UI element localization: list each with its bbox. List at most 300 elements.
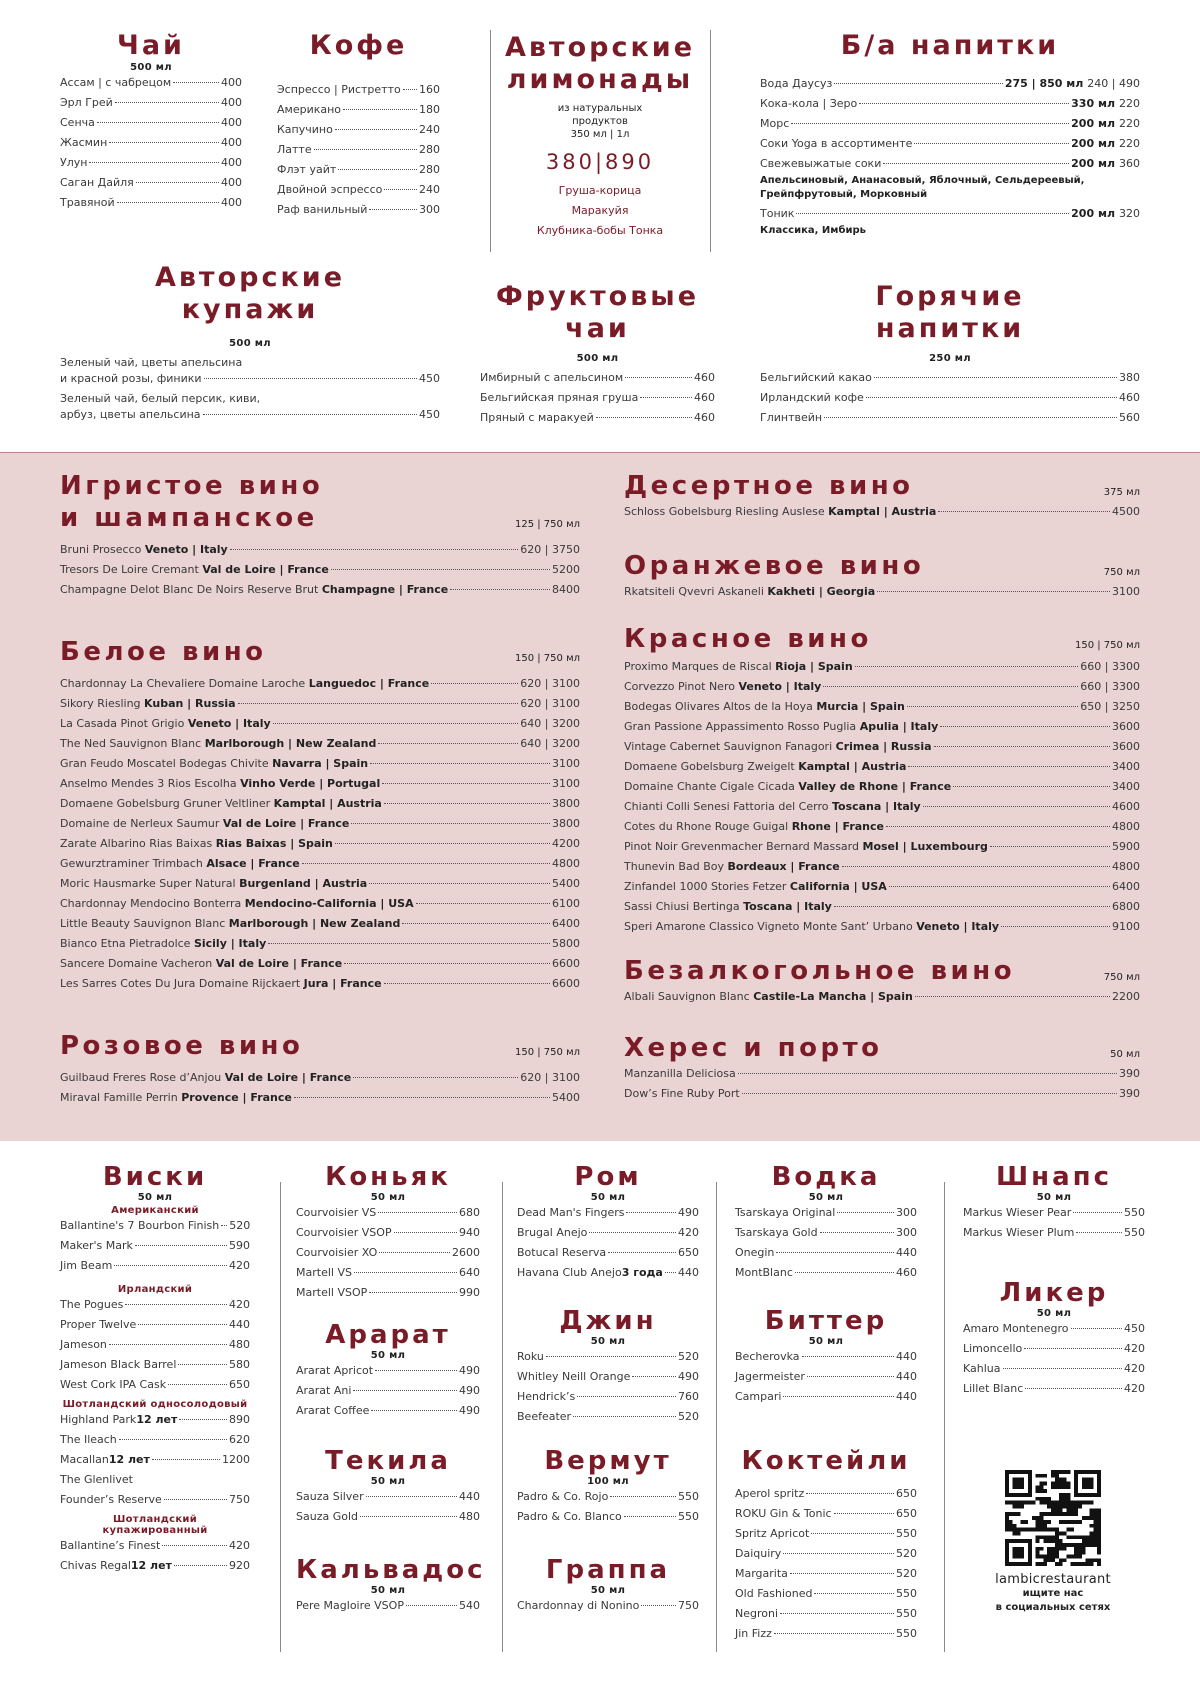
wine-row — [624, 987, 1140, 1007]
leader-dots — [1025, 1388, 1122, 1389]
wine-price: 4800 — [1112, 820, 1140, 833]
leader-dots — [923, 806, 1110, 807]
wine-title: Sassi Chiusi Bertinga — [624, 900, 740, 913]
list-item — [277, 120, 440, 140]
list-item — [277, 180, 440, 200]
grappa-title: Граппа — [545, 1555, 671, 1585]
item-price: 400 — [221, 136, 242, 149]
leader-dots — [162, 1545, 227, 1546]
item-price: 490 — [459, 1404, 480, 1417]
leader-dots — [174, 1565, 227, 1566]
list-item — [760, 94, 1140, 114]
vodka-title: Водка — [771, 1162, 881, 1192]
item-name: Tsarskaya Gold — [735, 1226, 818, 1239]
item-name: Old Fashioned — [735, 1587, 813, 1600]
item-price: 520 — [678, 1350, 699, 1363]
wine-region: Rias Baixas | Spain — [215, 837, 333, 850]
leader-dots — [802, 1356, 894, 1357]
leader-dots — [353, 1077, 518, 1078]
wine-title: Les Sarres Cotes Du Jura Domaine Rijckaert — [60, 977, 301, 990]
wine-region: Kamptal | Austria — [798, 760, 907, 773]
leader-dots — [783, 1396, 894, 1397]
sherry-list — [624, 1064, 1140, 1104]
wine-name — [624, 917, 999, 937]
list-item — [296, 1596, 480, 1616]
red-wine-section — [624, 623, 1140, 937]
list-item — [735, 1347, 917, 1367]
item-price: 460 — [694, 411, 715, 424]
wine-title: Domaene Gobelsburg Gruner Veltliner — [60, 797, 271, 810]
leader-dots — [335, 843, 550, 844]
leader-dots — [625, 377, 692, 378]
wine-row — [624, 677, 1140, 697]
leader-dots — [179, 1419, 227, 1420]
wine-price: 5400 — [552, 877, 580, 890]
sparkling-volume: 125 | 750 мл — [514, 519, 580, 530]
item-name: Бельгийский какао — [760, 371, 872, 384]
wine-region: Marlborough | New Zealand — [228, 917, 401, 930]
wine-price: 6100 — [552, 897, 580, 910]
list-item — [60, 1315, 250, 1335]
wine-name — [624, 777, 951, 797]
wine-row — [624, 1064, 1140, 1084]
list-item — [480, 408, 715, 428]
liqueur-list — [963, 1319, 1145, 1399]
wine-name — [60, 974, 382, 994]
leader-dots — [382, 783, 550, 784]
list-item: Тоник 200 мл 320 — [760, 207, 1140, 220]
list-item — [963, 1203, 1145, 1223]
list-item — [60, 1450, 250, 1470]
item-name: Brugal Anejo — [517, 1226, 588, 1239]
wine-name — [624, 697, 905, 717]
wine-price: 3400 — [1112, 760, 1140, 773]
item-price: 220 — [1119, 117, 1140, 130]
wine-row — [60, 714, 580, 734]
item-price: 550 — [896, 1527, 917, 1540]
wine-title: La Casada Pinot Grigio — [60, 717, 185, 730]
leader-dots — [842, 866, 1110, 867]
list-item — [735, 1263, 917, 1283]
list-item — [517, 1263, 699, 1283]
item-price: 440 — [896, 1390, 917, 1403]
list-item — [60, 1430, 250, 1450]
gin-volume: 50 мл — [590, 1336, 626, 1347]
leader-dots — [314, 149, 417, 150]
item-name: Lillet Blanc — [963, 1382, 1024, 1395]
wine-row — [624, 757, 1140, 777]
fruit-tea-list — [480, 368, 715, 428]
wine-name — [60, 914, 400, 934]
item-name: Tsarskaya Original — [735, 1206, 836, 1219]
cocktails-title: Коктейли — [741, 1446, 911, 1476]
wine-title: Sikory Riesling — [60, 697, 141, 710]
item-price: 440 — [896, 1370, 917, 1383]
calvados-list — [296, 1596, 480, 1616]
item-name: Флэт уайт — [277, 163, 337, 176]
item-row — [60, 407, 440, 423]
cocktails-section — [735, 1446, 917, 1644]
wine-title: Thunevin Bad Boy — [624, 860, 724, 873]
item-price: 300 — [896, 1226, 917, 1239]
wine-price: 3100 — [552, 777, 580, 790]
rose-wine-title: Розовое вино — [60, 1031, 304, 1061]
liqueur-volume: 50 мл — [1036, 1308, 1072, 1319]
cocktails-list — [735, 1484, 917, 1644]
leader-dots — [370, 763, 550, 764]
list-item — [296, 1487, 480, 1507]
wine-title: Domaine de Nerleux Saumur — [60, 817, 220, 830]
leader-dots — [807, 1376, 894, 1377]
rum-title: Ром — [574, 1162, 642, 1192]
wine-price: 4800 — [1112, 860, 1140, 873]
wine-price: 650 | 3250 — [1080, 700, 1140, 713]
rose-wine-list — [60, 1068, 580, 1108]
calvados-title: Кальвадос — [296, 1555, 486, 1585]
whisky-blend-list — [60, 1536, 250, 1576]
item-price: 440 — [678, 1266, 699, 1279]
item-line: Зеленый чай, цветы апельсина — [60, 356, 243, 369]
sherry-volume: 50 мл — [1110, 1049, 1140, 1060]
list-item — [60, 1375, 250, 1395]
item-name: Pere Magloire VSOP — [296, 1599, 404, 1612]
leader-dots — [402, 923, 550, 924]
list-item — [60, 133, 242, 153]
leader-dots — [665, 1272, 676, 1273]
liqueur-title: Ликер — [999, 1278, 1109, 1308]
nonalc-wine-section — [624, 955, 1140, 1007]
leader-dots — [204, 378, 417, 379]
item-name: Бельгийская пряная груша — [480, 391, 639, 404]
list-item — [735, 1387, 917, 1407]
wine-region: Marlborough | New Zealand — [204, 737, 377, 750]
item-name: Founder’s Reserve — [60, 1493, 162, 1506]
blends-list — [60, 355, 440, 423]
item-name: Dead Man's Fingers — [517, 1206, 625, 1219]
leader-dots — [238, 703, 519, 704]
wine-row — [624, 837, 1140, 857]
wine-region: Crimea | Russia — [835, 740, 932, 753]
leader-dots — [119, 1439, 227, 1440]
wine-row — [60, 734, 580, 754]
whisky-volume: 50 мл — [137, 1192, 173, 1203]
leader-dots — [790, 1573, 894, 1574]
wine-price: 3100 — [552, 757, 580, 770]
hot-drinks-list — [760, 368, 1140, 428]
item-price: 520 — [896, 1547, 917, 1560]
wine-row — [624, 817, 1140, 837]
wine-title: Proximo Marques de Riscal — [624, 660, 772, 673]
ararat-title: Арарат — [325, 1320, 451, 1350]
wine-name — [60, 714, 271, 734]
wine-price: 620 | 3100 — [520, 1071, 580, 1084]
item-line: и красной розы, финики — [60, 372, 202, 385]
wine-name — [60, 734, 376, 754]
social-handle[interactable]: lambicrestaurant — [995, 1572, 1111, 1587]
wine-region: Navarra | Spain — [272, 757, 369, 770]
wine-price: 5200 — [552, 563, 580, 576]
item-name: Имбирный с апельсином — [480, 371, 624, 384]
wine-name — [60, 540, 228, 560]
item-price: 400 — [221, 196, 242, 209]
wine-row — [60, 954, 580, 974]
schnapps-title: Шнапс — [995, 1162, 1112, 1192]
fruit-tea-section — [480, 281, 715, 428]
leader-dots — [294, 1097, 550, 1098]
item-name: Морс — [760, 117, 790, 130]
leader-dots — [776, 1252, 894, 1253]
item-price: 890 — [229, 1413, 250, 1426]
leader-dots — [360, 1516, 457, 1517]
list-item — [60, 355, 440, 387]
white-wine-volume: 150 | 750 мл — [514, 653, 580, 664]
list-item — [296, 1243, 480, 1263]
leader-dots — [89, 162, 219, 163]
rum-volume: 50 мл — [590, 1192, 626, 1203]
vodka-list — [735, 1203, 917, 1283]
blends-volume: 500 мл — [229, 338, 271, 349]
leader-dots — [406, 1605, 457, 1606]
item-name: Chivas Regal — [60, 1559, 131, 1572]
item-name: Margarita — [735, 1567, 788, 1580]
item-name: Padro & Co. Rojo — [517, 1490, 609, 1503]
item-price: 420 — [678, 1226, 699, 1239]
leader-dots — [914, 143, 1069, 144]
cognac-title: Коньяк — [325, 1162, 451, 1192]
item-price: 750 — [678, 1599, 699, 1612]
item-name: Jin Fizz — [735, 1627, 772, 1640]
leader-dots — [866, 397, 1117, 398]
whisky-section — [60, 1162, 250, 1576]
wine-region: Burgenland | Austria — [239, 877, 368, 890]
wine-name — [60, 580, 448, 600]
wine-row — [60, 1088, 580, 1108]
wine-region: Kuban | Russia — [144, 697, 236, 710]
dessert-wine-list — [624, 502, 1140, 522]
wine-title: Manzanilla Deliciosa — [624, 1067, 736, 1080]
list-item — [60, 173, 242, 193]
item-name: Эрл Грей — [60, 96, 113, 109]
dessert-wine-section — [624, 470, 1140, 522]
bitter-section — [735, 1306, 917, 1407]
divider — [280, 1182, 281, 1652]
leader-dots — [152, 1459, 220, 1460]
item-age: 3 года — [621, 1266, 663, 1279]
list-item — [735, 1484, 917, 1504]
wine-price: 8400 — [552, 583, 580, 596]
coffee-list — [277, 80, 440, 220]
wine-region: Provence | France — [181, 1091, 292, 1104]
scotch-blend-label: Шотландский купажированный — [102, 1514, 208, 1536]
wine-name — [60, 954, 342, 974]
dessert-wine-title: Десертное вино — [624, 471, 914, 501]
grappa-list — [517, 1596, 699, 1616]
wine-region: Toscana | Italy — [831, 800, 921, 813]
wine-row — [624, 857, 1140, 877]
item-name: Whitley Neill Orange — [517, 1370, 631, 1383]
grappa-volume: 50 мл — [590, 1585, 626, 1596]
leader-dots — [624, 1516, 676, 1517]
leader-dots — [883, 163, 1069, 164]
item-price: 240 — [419, 183, 440, 196]
leader-dots — [823, 686, 1078, 687]
bitter-volume: 50 мл — [808, 1336, 844, 1347]
leader-dots — [1073, 1212, 1122, 1213]
item-price: 560 — [1119, 411, 1140, 424]
leader-dots — [117, 202, 219, 203]
leader-dots — [353, 1390, 457, 1391]
item-price: 920 — [229, 1559, 250, 1572]
list-item — [735, 1604, 917, 1624]
item-price: 420 — [1124, 1382, 1145, 1395]
whisky-single-list — [60, 1410, 250, 1510]
wine-name — [624, 897, 832, 917]
leader-dots — [384, 803, 550, 804]
wine-title: Schloss Gobelsburg Riesling Auslese — [624, 505, 825, 518]
wine-title: Domaene Gobelsburg Zweigelt — [624, 760, 795, 773]
item-name: Jim Beam — [60, 1259, 113, 1272]
qr-code-icon[interactable] — [1005, 1470, 1101, 1566]
leader-dots — [589, 1232, 676, 1233]
item-price: 460 — [896, 1266, 917, 1279]
leader-dots — [97, 122, 219, 123]
nonalc-wine-volume: 750 мл — [1103, 972, 1140, 983]
item-name: Эспрессо | Ристретто — [277, 83, 401, 96]
red-wine-list — [624, 657, 1140, 937]
wine-price: 6400 — [552, 917, 580, 930]
calvados-section — [296, 1555, 486, 1616]
wine-region: Mendocino-California | USA — [244, 897, 414, 910]
fruit-tea-title: Фруктовые чаи — [495, 281, 700, 344]
list-item — [296, 1401, 480, 1421]
item-price: 380 — [1119, 371, 1140, 384]
hot-drinks-title: Горячие напитки — [875, 281, 1025, 344]
list-item — [60, 391, 440, 423]
ararat-list — [296, 1361, 480, 1421]
leader-dots — [450, 589, 550, 590]
item-price: 550 — [678, 1490, 699, 1503]
item-volume: 330 мл — [1071, 97, 1115, 110]
wine-row — [60, 834, 580, 854]
sparkling-list — [60, 540, 580, 600]
wine-region: Veneto | Italy — [916, 920, 1000, 933]
item-name: Ballantine's 7 Bourbon Finish — [60, 1219, 220, 1232]
item-price: 240 | 490 — [1087, 77, 1140, 90]
item-price: 450 — [1124, 1322, 1145, 1335]
item-price: 420 — [1124, 1342, 1145, 1355]
item-name: The Glenlivet — [60, 1473, 133, 1486]
item-price: 550 — [896, 1607, 917, 1620]
item-name: Вода Даусуз — [760, 77, 833, 90]
leader-dots — [203, 414, 417, 415]
wine-price: 9100 — [1112, 920, 1140, 933]
leader-dots — [302, 863, 550, 864]
leader-dots — [335, 129, 417, 130]
leader-dots — [824, 417, 1117, 418]
leader-dots — [138, 1324, 227, 1325]
tequila-volume: 50 мл — [370, 1476, 406, 1487]
item-price: 300 — [896, 1206, 917, 1219]
wine-row — [624, 657, 1140, 677]
grappa-section — [517, 1555, 699, 1616]
item-price: 420 — [229, 1539, 250, 1552]
list-item — [296, 1263, 480, 1283]
wine-title: Sancere Domaine Vacheron — [60, 957, 213, 970]
wine-name — [624, 582, 875, 602]
item-price: 180 — [419, 103, 440, 116]
wine-title: Chianti Colli Senesi Fattoria del Cerro — [624, 800, 829, 813]
leader-dots — [114, 1265, 227, 1266]
wine-name — [60, 674, 429, 694]
leader-dots — [640, 397, 692, 398]
list-item — [517, 1203, 699, 1223]
wine-title: Speri Amarone Classico Vigneto Monte Sant’ Urbano — [624, 920, 913, 933]
list-item — [296, 1507, 480, 1527]
lemonade-flavor: Клубника-бобы Тонка — [536, 224, 664, 237]
item-price: 1200 — [222, 1453, 250, 1466]
item-price: 480 — [459, 1510, 480, 1523]
leader-dots — [115, 102, 219, 103]
blends-section — [60, 262, 440, 427]
list-item — [60, 1556, 250, 1576]
list-item — [277, 160, 440, 180]
lemonade-flavor: Груша-корица — [558, 184, 642, 197]
wine-price: 4800 — [552, 857, 580, 870]
leader-dots — [221, 1225, 227, 1226]
wine-row — [624, 697, 1140, 717]
wine-region: Sicily | Italy — [193, 937, 267, 950]
item-volume: 275 | 850 мл — [1004, 77, 1084, 90]
leader-dots — [791, 123, 1069, 124]
leader-dots — [338, 169, 417, 170]
wine-name — [624, 737, 932, 757]
leader-dots — [780, 1613, 894, 1614]
leader-dots — [915, 996, 1110, 997]
item-volume: 200 мл — [1071, 137, 1115, 150]
list-item — [760, 114, 1140, 134]
item-line: арбуз, цветы апельсина — [60, 408, 201, 421]
sherry-title: Херес и порто — [624, 1033, 883, 1063]
wine-name — [624, 717, 938, 737]
white-wine-section — [60, 636, 580, 994]
wine-region: Val de Loire | France — [222, 817, 350, 830]
leader-dots — [403, 89, 417, 90]
list-item — [60, 1256, 250, 1276]
wine-region: Val de Loire | France — [202, 563, 329, 576]
rum-list — [517, 1203, 699, 1283]
divider — [502, 1182, 503, 1652]
leader-dots — [431, 683, 518, 684]
list-item — [517, 1487, 699, 1507]
wine-title: Gewurztraminer Trimbach — [60, 857, 203, 870]
wine-name — [60, 854, 300, 874]
list-item — [963, 1379, 1145, 1399]
leader-dots — [814, 1593, 894, 1594]
lemonade-section — [494, 32, 706, 241]
tea-section — [60, 30, 242, 213]
whisky-american-list — [60, 1216, 250, 1276]
leader-dots — [953, 786, 1110, 787]
wine-row — [624, 777, 1140, 797]
item-name: Macallan — [60, 1453, 109, 1466]
wine-name — [624, 1084, 740, 1104]
wine-title: Tresors De Loire Cremant — [60, 563, 199, 576]
wine-title: Domaine Chante Cigale Cicada — [624, 780, 795, 793]
whisky-title: Виски — [102, 1162, 208, 1192]
item-name: Sauza Gold — [296, 1510, 358, 1523]
leader-dots — [369, 209, 417, 210]
lemonade-title: Авторские лимонады — [504, 32, 696, 95]
